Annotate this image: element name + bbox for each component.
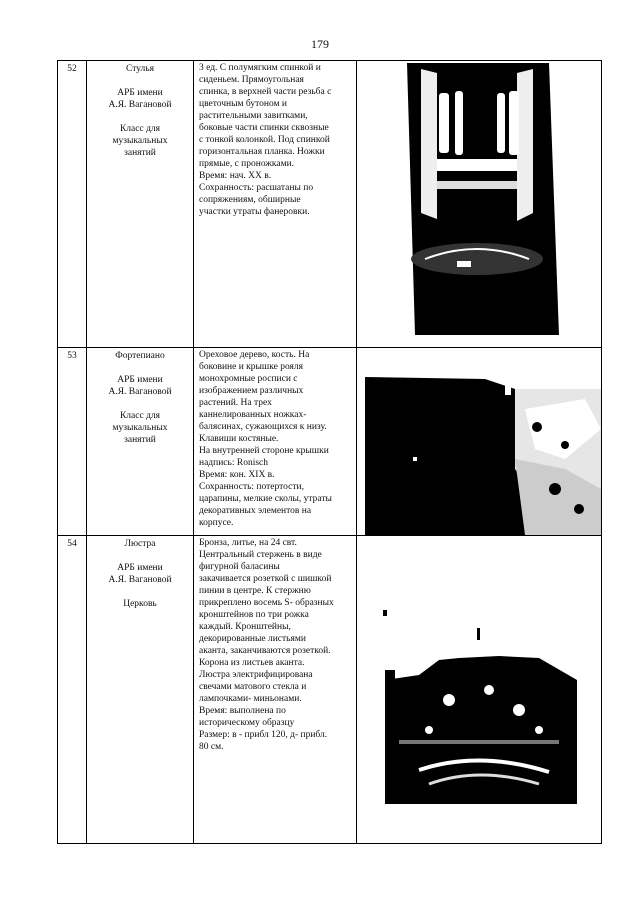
chandelier-photo <box>379 540 579 840</box>
item-description <box>194 61 357 348</box>
item-description <box>194 536 357 844</box>
description-line: изображением различных <box>199 386 304 396</box>
description-line: Сохранность: потертости, <box>199 482 304 492</box>
description-line: декорированные листьями <box>199 634 306 644</box>
description-line: Сохранность: расшатаны по <box>199 183 314 193</box>
description-line: участки утраты фанеровки. <box>199 207 310 217</box>
description-line: Время: кон. XIX в. <box>199 470 275 480</box>
page-number: 179 <box>311 37 329 51</box>
name-line: Люстра <box>124 539 156 549</box>
description-line: фигурной баласины <box>199 562 280 572</box>
name-line: А.Я. Вагановой <box>108 100 172 110</box>
name-line: музыкальных <box>112 136 168 146</box>
name-line: А.Я. Вагановой <box>108 387 172 397</box>
name-line: музыкальных <box>112 423 168 433</box>
description-line: Время: нач. XX в. <box>199 171 272 181</box>
item-description <box>194 348 357 536</box>
description-line: Ореховое дерево, кость. На <box>199 350 310 360</box>
item-photo-cell <box>357 536 602 844</box>
description-line: сопряжениям, обширные <box>199 195 301 205</box>
description-line: свечами матового стекла и <box>199 682 307 692</box>
description-line: каждый. Кронштейны, <box>199 622 291 632</box>
item-number: 52 <box>58 61 87 348</box>
description-line: царапины, мелкие сколы, утраты <box>199 494 332 504</box>
description-line: лампочками- миньонами. <box>199 694 302 704</box>
item-photo-cell <box>357 348 602 536</box>
description-line: На внутренней стороне крышки <box>199 446 329 456</box>
name-line: Стулья <box>125 64 154 74</box>
description-line: Размер: в - прибл 120, д- прибл. <box>199 730 328 740</box>
description-line: закачивается розеткой с шишкой <box>199 574 332 584</box>
name-line: А.Я. Вагановой <box>108 575 172 585</box>
name-line: АРБ имени <box>117 375 163 385</box>
description-line: историческому образцу <box>199 718 295 728</box>
name-line: занятий <box>124 148 156 158</box>
description-line: кронштейнов по три рожка <box>199 610 309 620</box>
name-line: Церковь <box>123 599 157 609</box>
description-line: растений. На трех <box>199 398 272 408</box>
name-line: Фортепиано <box>115 351 165 361</box>
description-line: Центральный стержень в виде <box>199 550 322 560</box>
description-line: боковине и крышке рояля <box>199 362 304 372</box>
description-line: надпись: Ronisch <box>199 458 269 468</box>
description-line: Корона из листьев аканта. <box>199 658 305 668</box>
description-line: растительными завитками, <box>199 111 308 121</box>
description-line: аканта, заканчиваются розеткой. <box>199 646 331 656</box>
description-line: прямые, с проножками. <box>199 159 295 169</box>
name-line: занятий <box>124 435 156 445</box>
name-line: АРБ имени <box>117 88 163 98</box>
table-row <box>58 61 602 348</box>
description-line: пинии в центре. К стержню <box>199 586 311 596</box>
description-line: Люстра электрифицирована <box>199 670 313 680</box>
description-line: монохромные росписи с <box>199 374 298 384</box>
description-line: Бронза, литье, на 24 свт. <box>199 538 297 548</box>
description-line: Время: выполнена по <box>199 706 286 716</box>
name-line: Класс для <box>119 411 161 421</box>
description-line: Клавиши костяные. <box>199 434 279 444</box>
description-line: боковые части спинки сквозные <box>199 123 329 133</box>
description-line: с тонкой колонкой. Под спинкой <box>199 135 330 145</box>
description-line: каннелированных ножках- <box>199 410 307 420</box>
inventory-table <box>57 60 602 844</box>
table-row <box>58 536 602 844</box>
description-line: прикреплено восемь S- образных <box>199 598 334 608</box>
description-line: сиденьем. Прямоугольная <box>199 75 304 85</box>
description-line: корпусе. <box>199 518 234 528</box>
name-line: АРБ имени <box>117 563 163 573</box>
item-name <box>87 536 194 844</box>
piano-photo <box>365 349 601 535</box>
name-line: Класс для <box>119 124 161 134</box>
item-name <box>87 348 194 536</box>
description-line: 80 см. <box>199 742 224 752</box>
item-number: 53 <box>58 348 87 536</box>
item-name <box>87 61 194 348</box>
description-line: спинка, в верхней части резьба с <box>199 87 332 97</box>
description-line: декоративных элементов на <box>199 506 312 516</box>
table-row <box>58 348 602 536</box>
description-line: 3 ед. С полумягким спинкой и <box>199 63 321 73</box>
description-line: балясинах, сужающихся к низу. <box>199 422 327 432</box>
description-line: горизонтальная планка. Ножки <box>199 147 325 157</box>
description-line: цветочным бутоном и <box>199 99 288 109</box>
item-number: 54 <box>58 536 87 844</box>
chair-photo <box>377 63 581 335</box>
item-photo-cell <box>357 61 602 348</box>
